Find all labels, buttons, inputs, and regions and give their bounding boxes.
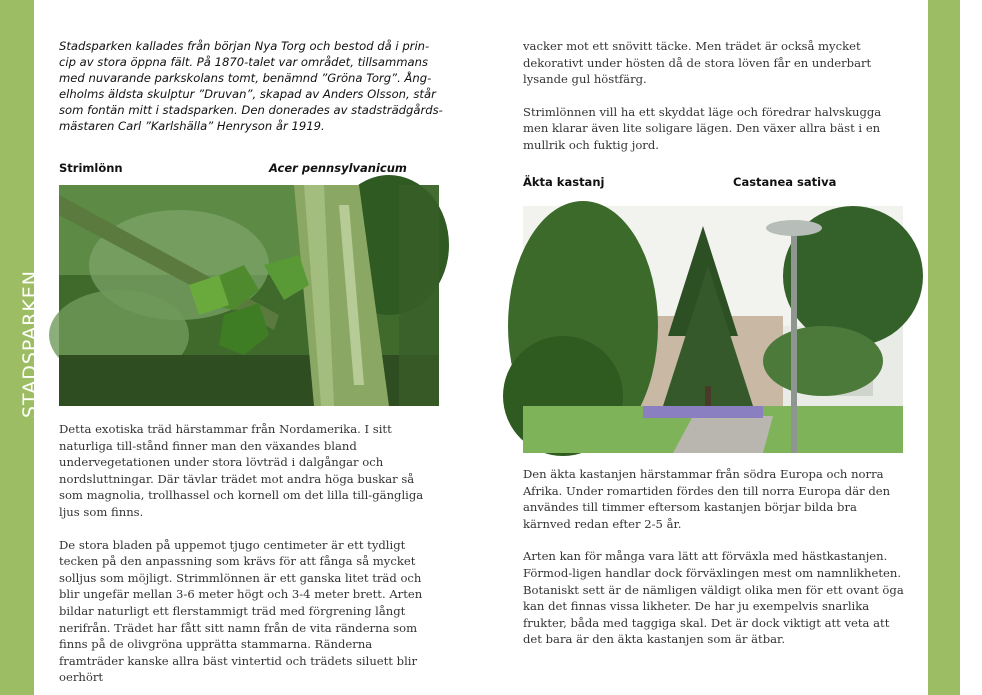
strimlonn-paragraph-1: Detta exotiska träd härstammar från Nordamerika. I sitt naturliga till-stånd finner man den växandes bland undervegetationen under stora lövträd i dalgångar och nordsluttningar. Där tävlar trädet mot andra höga buskar så som magnolia, trollhassel och kornell om det lilla till-gängliga ljus som finns. [59,422,424,519]
maple-tree-photo [59,185,439,406]
continuation-text [523,38,905,154]
strimlonn-latin-name: Acer pennsylvanicum [269,161,407,175]
left-side-label: STADSPARKEN [19,270,41,418]
strimlonn-heading: Strimlönn [59,161,123,175]
right-accent-band [928,0,960,695]
right-side-label: STADSPARKEN [960,277,982,425]
kastanj-text [523,466,905,648]
kastanj-paragraph-2: Arten kan för många vara lätt att förväxla med hästkastanjen. Förmod-ligen handlar dock förväxlingen mest om namnlikheten. Botaniskt sett är de nämligen väldigt olika men för ett ovant öga kan det finnas vissa likheter. De har ju exempelvis snarlika frukter, båda med taggiga skal. Det är dock viktigt att veta att det bara är den äkta kastanjen som är ätbar. [523,549,904,647]
kastanj-latin-name: Castanea sativa [733,175,837,189]
park-chestnut-photo-graphic [523,206,903,453]
intro-section [59,38,449,134]
continuation-paragraph-2: Strimlönnen vill ha ett skyddat läge och föredrar halvskugga men klarar även lite soligare lägen. Den växer allra bäst i en mullrik och fuktig jord. [523,104,882,152]
strimlonn-text [59,421,439,686]
kastanj-heading: Äkta kastanj [523,175,605,189]
strimlonn-paragraph-2: De stora bladen på uppemot tjugo centimeter är ett tydligt tecken på den anpassning som krävs för att fånga så mycket solljus som möjligt. Strimmlönnen är ett ganska litet träd och blir ungefär mellan 3-6 meter högt och 3-4 meter brett. Arten bildar naturligt ett flerstammigt träd med förgrening långt nerifrån. Trädet har fått sitt namn från de vita ränderna som finns på de olivgröna upprätta stammarna. Ränderna framträder kanske allra bäst vintertid och trädets siluett blir oerhört [59,537,423,685]
continuation-paragraph-1: vacker mot ett snövitt täcke. Men trädet är också mycket dekorativt under hösten då de stora löven får en underbart lysande gul höstfärg. [523,39,872,87]
park-chestnut-photo [523,206,903,453]
intro-text: Stadsparken kallades från början Nya Torg och bestod då i prin- cip av stora öppna fält. På 1870-talet var området, tillsammans med nuvarande parkskolans tomt, benämnd ”Gröna Torg”. Ång- elholms äldsta skulptur ”Druvan”, skapad av Anders Olsson, står som fontän mitt i stadsparken. Den donerades av stadsträdgårds- mästaren Carl ”Karlshälla” Henryson år 1919. [59,39,443,133]
maple-tree-photo-graphic [59,185,439,406]
kastanj-paragraph-1: Den äkta kastanjen härstammar från södra Europa och norra Afrika. Under romartiden fördes den till norra Europa där den användes till timmer eftersom kastanjen börjar bilda bra kärnved redan efter 2-5 år. [523,467,891,531]
